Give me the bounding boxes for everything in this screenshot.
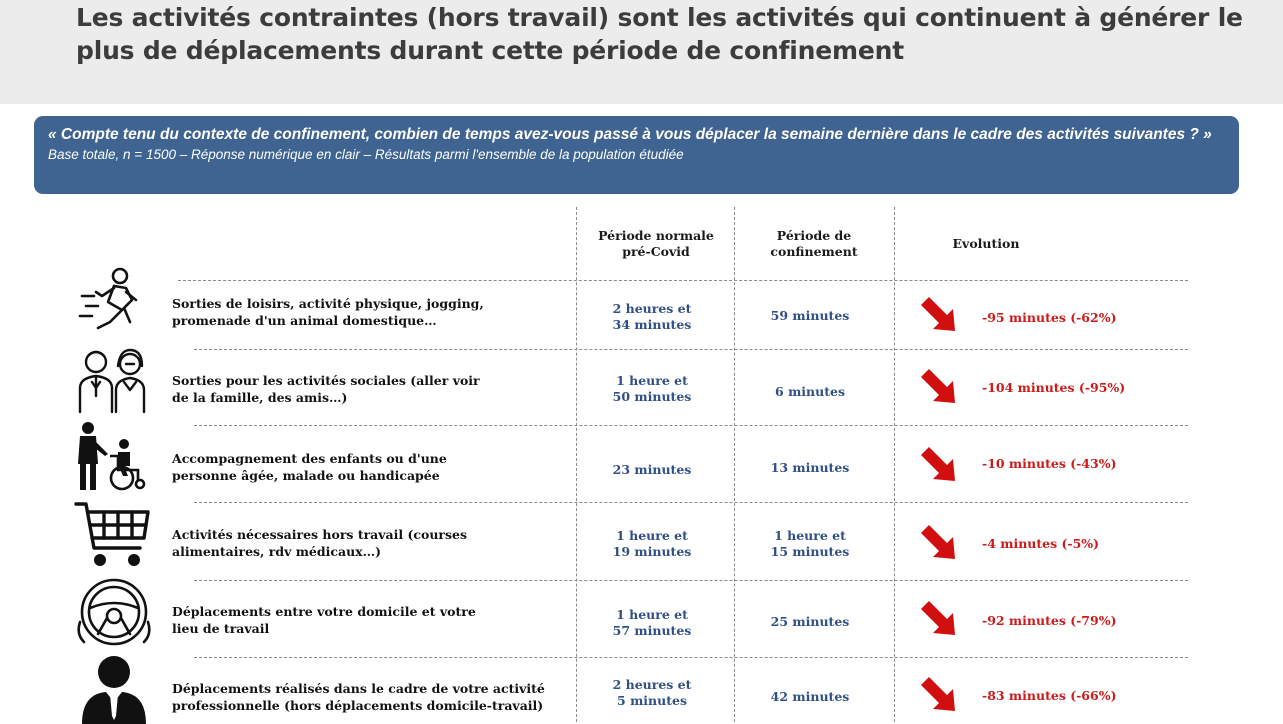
normal-period-value: 1 heure et 50 minutes [612,373,692,404]
table-row [0,576,1283,646]
normal-period-value: 1 heure et 57 minutes [612,607,692,638]
activity-label: Accompagnement des enfants ou d'une personne âgée, malade ou handicapée [172,451,447,483]
activity-label: Sorties pour les activités sociales (aller voir de la famille, des amis…) [172,373,480,405]
table-row [0,652,1283,722]
question-text: « Compte tenu du contexte de confinement, combien de temps avez-vous passé à vous déplacer la semaine dernière dans le cadre des activités suivantes ? » [48,126,1212,143]
normal-period-value: 2 heures et 5 minutes [612,677,692,708]
confinement-value: 42 minutes [770,689,850,704]
table-row [0,266,1283,336]
confinement-value: 1 heure et 15 minutes [770,528,850,559]
table-row [0,498,1283,568]
normal-period-value: 23 minutes [612,462,692,477]
evolution-value: -4 minutes (-5%) [982,536,1100,551]
down-arrow-icon [918,444,960,486]
table-row [0,342,1283,412]
column-header-normal: Période normale pré-Covid [598,228,714,259]
down-arrow-icon [918,366,960,408]
activity-label: Déplacements réalisés dans le cadre de votre activité professionnelle (hors déplacements domicile-travail) [172,681,545,713]
evolution-value: -83 minutes (-66%) [982,688,1117,703]
jogging-icon [74,266,154,338]
confinement-value: 59 minutes [770,308,850,323]
activity-label: Activités nécessaires hors travail (courses alimentaires, rdv médicaux…) [172,527,468,559]
wheelchair-caregiver-icon [74,420,154,492]
down-arrow-icon [918,598,960,640]
confinement-value: 6 minutes [775,384,845,399]
evolution-value: -95 minutes (-62%) [982,310,1117,325]
column-header-confinement: Période de confinement [770,228,858,259]
evolution-value: -104 minutes (-95%) [982,380,1126,395]
table-row [0,420,1283,490]
down-arrow-icon [918,522,960,564]
page-title: Les activités contraintes (hors travail) sont les activités qui continuent à générer le plus de déplacements durant cette période de confinement [76,3,1243,65]
normal-period-value: 2 heures et 34 minutes [612,301,692,332]
evolution-value: -10 minutes (-43%) [982,456,1117,471]
steering-wheel-icon [74,576,154,648]
down-arrow-icon [918,674,960,716]
column-header-evolution: Evolution [952,236,1020,251]
shopping-cart-icon [74,498,154,570]
base-note: Base totale, n = 1500 – Réponse numérique en clair – Résultats parmi l'ensemble de la population étudiée [48,147,684,162]
businessman-icon [74,652,154,724]
down-arrow-icon [918,294,960,336]
confinement-value: 13 minutes [770,460,850,475]
activity-label: Déplacements entre votre domicile et votre lieu de travail [172,604,476,636]
question-box [34,116,1239,194]
evolution-value: -92 minutes (-79%) [982,613,1117,628]
elderly-couple-icon [74,344,154,416]
activity-label: Sorties de loisirs, activité physique, jogging, promenade d'un animal domestique… [172,296,484,328]
confinement-value: 25 minutes [770,614,850,629]
normal-period-value: 1 heure et 19 minutes [612,528,692,559]
title-band [0,0,1283,104]
